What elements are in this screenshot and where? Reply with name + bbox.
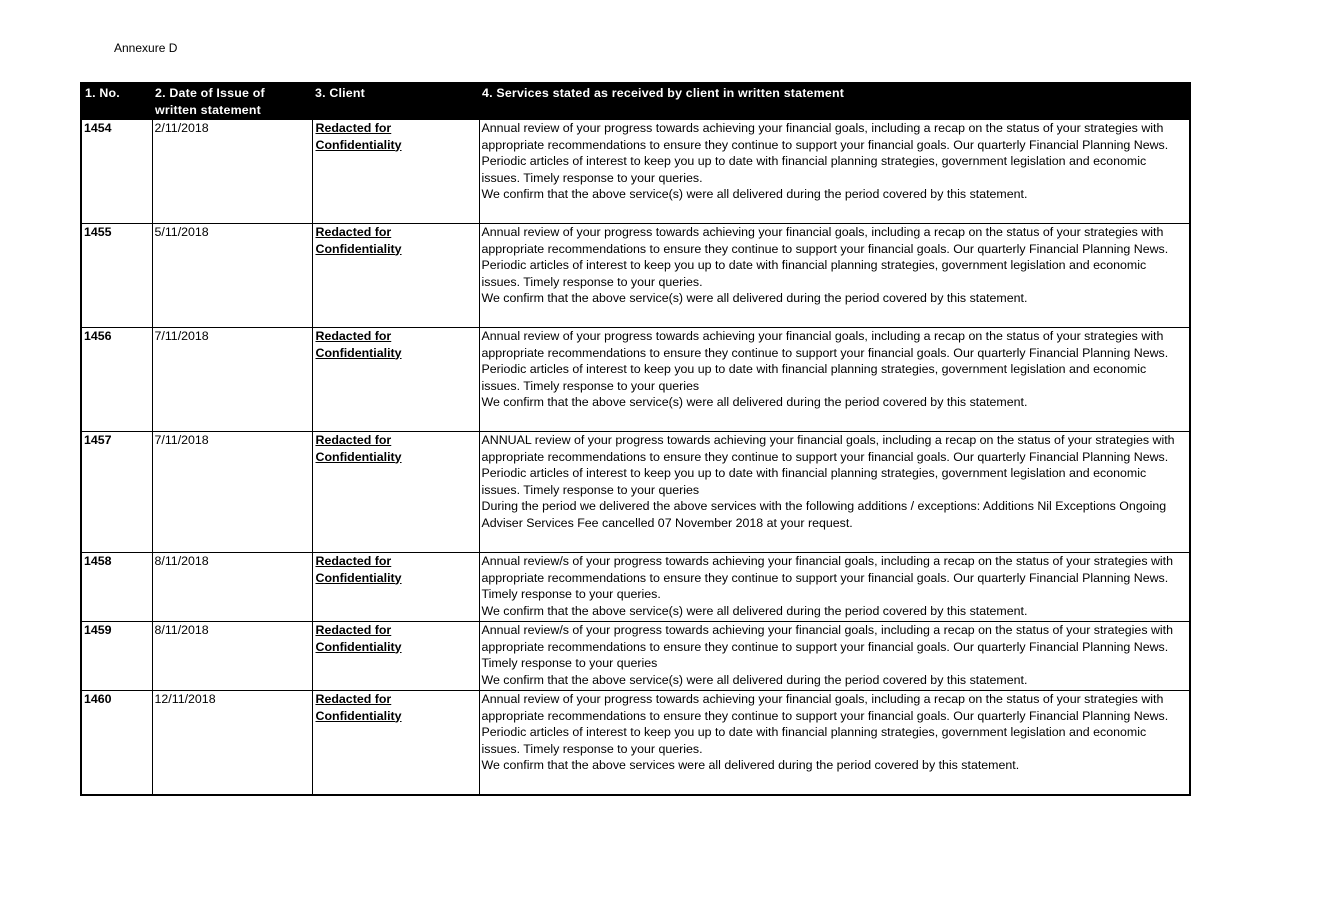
cell-number: 1455 — [81, 224, 152, 328]
cell-number: 1460 — [81, 691, 152, 795]
services-paragraph: We confirm that the above service(s) were all delivered during the period covered by this statement. — [481, 187, 1028, 201]
table-row — [81, 224, 1190, 328]
cell-client — [312, 120, 479, 224]
cell-client — [312, 328, 479, 432]
cell-client — [312, 691, 479, 795]
cell-number: 1454 — [81, 120, 152, 224]
services-paragraph: Annual review of your progress towards achieving your financial goals, including a recap on the status of your strategies with appropriate recommendations to ensure they continue to support your financial goals. Our quarterly Financial Planning News. Periodic articles of interest to keep you up to date with financial planning strategies, government legislation and economic issues. Timely response to your queries. — [481, 225, 1169, 289]
services-paragraph: Annual review of your progress towards achieving your financial goals, including a recap on the status of your strategies with appropriate recommendations to ensure they continue to support your financial goals. Our quarterly Financial Planning News. Periodic articles of interest to keep you up to date with financial planning strategies, government legislation and economic issues. Timely response to your queries — [481, 329, 1169, 393]
cell-services — [479, 224, 1190, 328]
table-row — [81, 120, 1190, 224]
header-no: 1. No. — [81, 83, 152, 120]
cell-services — [479, 553, 1190, 622]
services-paragraph: We confirm that the above service(s) were all delivered during the period covered by this statement. — [481, 603, 1028, 618]
services-paragraph: Annual review of your progress towards achieving your financial goals, including a recap on the status of your strategies with appropriate recommendations to ensure they continue to support your financial goals. Our quarterly Financial Planning News. Periodic articles of interest to keep you up to date with financial planning strategies, government legislation and economic issues. Timely response to your queries. — [481, 121, 1169, 185]
table-row — [81, 432, 1190, 553]
services-paragraph: Annual review of your progress towards achieving your financial goals, including a recap on the status of your strategies with appropriate recommendations to ensure they continue to support your financial goals. Our quarterly Financial Planning News. Periodic articles of interest to keep you up to date with financial planning strategies, government legislation and economic issues. Timely response to your queries. — [481, 692, 1169, 756]
cell-date: 8/11/2018 — [152, 553, 312, 622]
services-table — [80, 82, 1191, 796]
cell-client — [312, 622, 479, 691]
services-paragraph: We confirm that the above services were all delivered during the period covered by this statement. — [481, 758, 1020, 772]
table-row — [81, 691, 1190, 795]
header-client: 3. Client — [312, 83, 479, 120]
client-link[interactable]: Redacted for Confidentiality — [315, 433, 402, 464]
services-paragraph: We confirm that the above service(s) were all delivered during the period covered by this statement. — [481, 291, 1028, 305]
annexure-label: Annexure D — [114, 41, 178, 55]
services-paragraph: We confirm that the above service(s) were all delivered during the period covered by this statement. — [481, 395, 1028, 409]
cell-services — [479, 432, 1190, 553]
cell-services — [479, 691, 1190, 795]
client-link[interactable]: Redacted for Confidentiality — [315, 225, 402, 256]
cell-number: 1458 — [81, 553, 152, 622]
services-paragraph: We confirm that the above service(s) were all delivered during the period covered by this statement. — [481, 672, 1028, 687]
cell-date: 12/11/2018 — [152, 691, 312, 795]
table-row — [81, 328, 1190, 432]
client-link[interactable]: Redacted for Confidentiality — [315, 554, 402, 585]
table-header-row — [81, 83, 1190, 120]
client-link[interactable]: Redacted for Confidentiality — [315, 329, 402, 360]
cell-client — [312, 553, 479, 622]
cell-services — [479, 120, 1190, 224]
cell-number: 1459 — [81, 622, 152, 691]
cell-services — [479, 622, 1190, 691]
services-paragraph: During the period we delivered the above services with the following additions / exceptions: Additions Nil Exceptions Ongoing Adviser Services Fee cancelled 07 November 2018 at your request. — [481, 499, 1167, 530]
cell-date: 2/11/2018 — [152, 120, 312, 224]
client-link[interactable]: Redacted for Confidentiality — [315, 121, 402, 152]
services-paragraph: Annual review/s of your progress towards achieving your financial goals, including a recap on the status of your strategies with appropriate recommendations to ensure they continue to support your financial goals. Our quarterly Financial Planning News. Timely response to your queries. — [481, 554, 1173, 601]
cell-date: 5/11/2018 — [152, 224, 312, 328]
cell-date: 7/11/2018 — [152, 328, 312, 432]
services-paragraph: ANNUAL review of your progress towards achieving your financial goals, including a recap on the status of your strategies with appropriate recommendations to ensure they continue to support your financial goals. Our quarterly Financial Planning News. Periodic articles of interest to keep you up to date with financial planning strategies, government legislation and economic issues. Timely response to your queries — [481, 433, 1175, 497]
cell-date: 8/11/2018 — [152, 622, 312, 691]
client-link[interactable]: Redacted for Confidentiality — [315, 623, 402, 654]
table-row — [81, 622, 1190, 691]
table-row — [81, 553, 1190, 622]
cell-number: 1457 — [81, 432, 152, 553]
header-date: 2. Date of Issue of written statement — [152, 83, 312, 120]
cell-services — [479, 328, 1190, 432]
cell-date: 7/11/2018 — [152, 432, 312, 553]
client-link[interactable]: Redacted for Confidentiality — [315, 692, 402, 723]
services-paragraph: Annual review/s of your progress towards achieving your financial goals, including a recap on the status of your strategies with appropriate recommendations to ensure they continue to support your financial goals. Our quarterly Financial Planning News. Timely response to your queries — [481, 623, 1173, 670]
cell-number: 1456 — [81, 328, 152, 432]
cell-client — [312, 432, 479, 553]
header-services: 4. Services stated as received by client in written statement — [479, 83, 1190, 120]
cell-client — [312, 224, 479, 328]
